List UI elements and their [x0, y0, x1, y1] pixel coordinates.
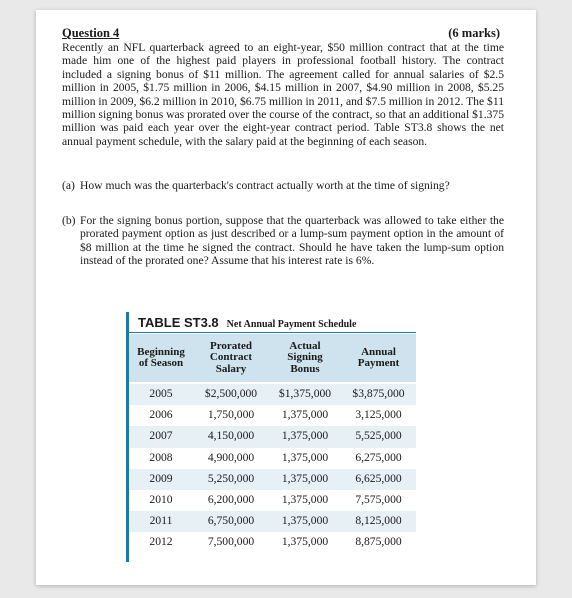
table-row	[129, 384, 416, 405]
header-prorated-contract-salary	[193, 334, 269, 382]
season-cell: 2007	[149, 429, 173, 443]
season-cell: 2008	[149, 450, 173, 464]
salary-cell: 7,500,000	[207, 535, 255, 549]
salary-cell: 4,150,000	[207, 429, 255, 443]
header-actual-signing-bonus	[269, 334, 341, 382]
table-title	[138, 314, 356, 332]
question-title: Question 4	[62, 26, 120, 40]
header-line: Prorated	[210, 339, 252, 352]
season-cell: 2010	[149, 492, 173, 506]
salary-cell: $2,500,000	[204, 387, 258, 400]
part-b-tag: (b)	[62, 214, 76, 227]
season-cell: 2012	[149, 535, 173, 549]
header-line: Salary	[215, 362, 247, 375]
season-cell: 2009	[149, 471, 173, 485]
salary-cell: 6,200,000	[207, 492, 255, 506]
table-row	[129, 532, 416, 553]
payment-cell: 5,525,000	[355, 429, 402, 443]
payment-cell: 3,125,000	[355, 408, 402, 422]
season-cell: 2006	[149, 408, 173, 422]
bonus-cell: 1,375,000	[281, 492, 329, 506]
salary-cell: 6,750,000	[207, 514, 255, 528]
table-body	[129, 384, 416, 554]
question-marks: (6 marks)	[448, 26, 500, 40]
season-cell: 2011	[149, 514, 173, 528]
table-header	[129, 334, 416, 382]
table-row	[129, 405, 416, 426]
salary-cell: 1,750,000	[207, 408, 255, 422]
part-b	[62, 214, 504, 268]
question-header	[62, 26, 500, 41]
table-label: TABLE ST3.8	[138, 315, 219, 330]
table-caption: Net Annual Payment Schedule	[226, 319, 357, 330]
table-row	[129, 490, 416, 511]
header-line: Beginning	[137, 345, 185, 358]
payment-cell: 8,125,000	[355, 514, 402, 528]
part-a-text: How much was the quarterback's contract actually worth at the time of signing?	[80, 179, 450, 192]
header-annual-payment	[341, 334, 416, 382]
payment-cell: 6,275,000	[355, 450, 402, 464]
bonus-cell: 1,375,000	[281, 429, 329, 443]
table-row	[129, 511, 416, 532]
payment-cell: 7,575,000	[355, 492, 402, 506]
table-row	[129, 448, 416, 469]
payment-cell: 8,875,000	[355, 535, 402, 549]
header-line: Signing	[287, 351, 323, 364]
question-body: Recently an NFL quarterback agreed to an eight-year, $50 million contract that at the time made him one of the highest paid players in professional football history. The contract included a signing bonus of $11 million. The agreement called for annual salaries of $2.5 million in 2005, $1.75 million in 2006, $4.15 million in 2007, $4.90 million in 2008, $5.25 million in 2009, $6.2 million in 2010, $6.75 million in 2011, and $7.5 million in 2012. The $11 million signing bonus was prorated over the course of the contract, so that an additional $1.375 million was paid each year over the eight-year contract period. Table ST3.8 shows the net annual payment schedule, with the salary paid at the beginning of each season.	[62, 41, 504, 148]
table-title-rule	[129, 332, 416, 333]
bonus-cell: 1,375,000	[281, 408, 329, 422]
header-line: Contract	[209, 351, 253, 364]
part-b-text: For the signing bonus portion, suppose that the quarterback was allowed to take either the prorated payment option as just described or a lump-sum payment option in the amount of $8 million at the time he signed the contract. Should he have taken the lump-sum option instead of the prorated one? Assume that his interest rate is 6%.	[80, 214, 504, 268]
salary-cell: 5,250,000	[207, 471, 255, 485]
part-a-tag: (a)	[62, 179, 75, 192]
salary-cell: 4,900,000	[207, 450, 255, 464]
header-line: Payment	[357, 357, 400, 369]
header-line: Annual	[361, 345, 396, 358]
table-row	[129, 469, 416, 490]
header-beginning-of-season	[129, 334, 193, 382]
header-line: Bonus	[290, 362, 320, 375]
bonus-cell: 1,375,000	[281, 450, 329, 464]
bonus-cell: 1,375,000	[281, 471, 329, 485]
payment-cell: $3,875,000	[352, 387, 405, 400]
part-a	[62, 179, 504, 192]
bonus-cell: $1,375,000	[278, 387, 332, 400]
bonus-cell: 1,375,000	[281, 535, 329, 549]
header-line: Actual	[289, 339, 321, 352]
document-page	[36, 10, 536, 585]
header-line: of Season	[138, 357, 184, 369]
season-cell: 2005	[149, 387, 173, 400]
payment-table	[126, 312, 416, 562]
payment-cell: 6,625,000	[355, 471, 402, 485]
table-row	[129, 426, 416, 447]
bonus-cell: 1,375,000	[281, 514, 329, 528]
